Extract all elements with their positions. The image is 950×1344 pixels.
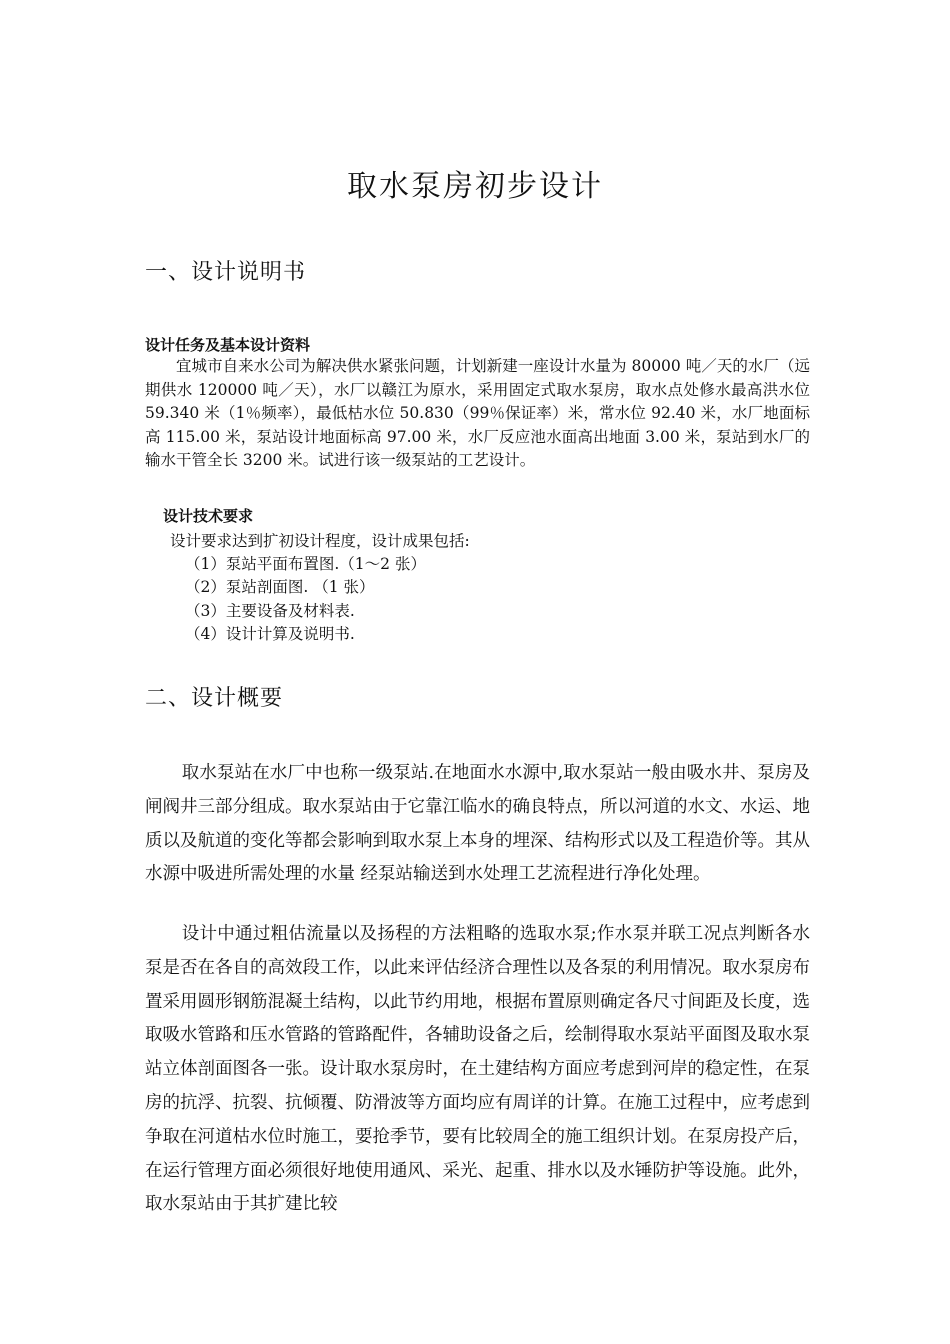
overview-paragraph-2: 设计中通过粗估流量以及扬程的方法粗略的选取水泵;作水泵并联工况点判断各水泵是否在各自的高效段工作，以此来评估经济合理性以及各泵的利用情况。取水泵房布置采用圆形钢筋混凝土结构，以此节约用地，根据布置原则确定各尺寸间距及长度，选取吸水管路和压水管路的管路配件，各辅助设备之后，绘制得取水泵站平面图及取水泵站立体剖面图各一张。设计取水泵房时，在土建结构方面应考虑到河岸的稳定性，在泵房的抗浮、抗裂、抗倾覆、防滑波等方面均应有周详的计算。在施工过程中，应考虑到争取在河道枯水位时施工，要抢季节，要有比较周全的施工组织计划。在泵房投产后，在运行管理方面必须很好地使用通风、采光、起重、排水以及水锤防护等设施。此外，取水泵站由于其扩建比较 <box>145 924 810 1215</box>
task-subheading: 设计任务及基本设计资料 <box>145 336 311 354</box>
list-item: （4）设计计算及说明书. <box>185 624 355 643</box>
task-paragraph: 宜城市自来水公司为解决供水紧张问题，计划新建一座设计水量为 80000 吨／天的水厂（远期供水 120000 吨／天），水厂以赣江为原水，采用固定式取水泵房，取水点处修水最高洪水位 59.340 米（1％频率），最低枯水位 50.830（99％保证率）米，常水位 92.40 米，水厂地面标高 115.00 米，泵站设计地面标高 97.00 米，水厂反应池水面高出地面 3.00 米，泵站到水厂的输水干管全长 3200 米。试进行该一级泵站的工艺设计。 <box>145 357 810 470</box>
list-item: （3）主要设备及材料表. <box>185 601 355 620</box>
document-title: 取水泵房初步设计 <box>347 169 603 204</box>
section-2-heading: 二、设计概要 <box>145 686 284 711</box>
requirements-list <box>185 553 426 646</box>
list-item: （2）泵站剖面图. （1 张） <box>185 578 375 597</box>
requirements-intro: 设计要求达到扩初设计程度，设计成果包括: <box>170 532 470 550</box>
overview-paragraph-1: 取水泵站在水厂中也称一级泵站.在地面水水源中,取水泵站一般由吸水井、泵房及闸阀井三部分组成。取水泵站由于它靠江临水的确良特点，所以河道的水文、水运、地质以及航道的变化等都会影响到取水泵上本身的埋深、结构形式以及工程造价等。其从水源中吸进所需处理的水量 经泵站输送到水处理工艺流程进行净化处理。 <box>145 763 810 885</box>
section-1-heading: 一、设计说明书 <box>145 260 307 285</box>
list-item: （1）泵站平面布置图.（1～2 张） <box>185 555 426 573</box>
requirements-subheading: 设计技术要求 <box>163 507 254 525</box>
